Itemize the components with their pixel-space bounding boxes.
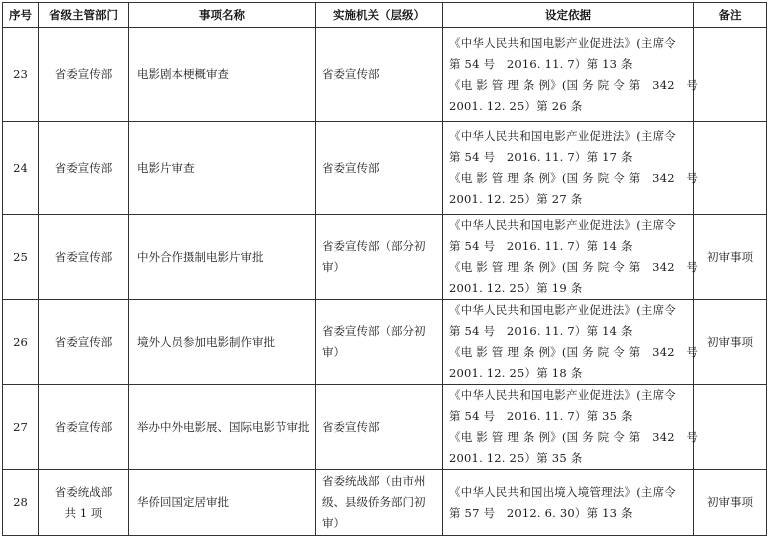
row-note: 初审事项 [694,300,767,385]
basis-line: 第 54 号 2016. 11. 7）第 14 条 [449,239,633,253]
row-org: 省委宣传部 [316,28,443,122]
row-no: 27 [3,385,39,470]
row-item: 中外合作摄制电影片审批 [129,215,316,300]
basis-line: 第 57 号 2012. 6. 30）第 13 条 [449,505,633,520]
table-row [3,215,767,300]
basis-line: 第 54 号 2016. 11. 7）第 35 条 [449,409,633,423]
row-dept: 省委宣传部 [39,122,129,215]
table-row [3,385,767,470]
row-org: 省委宣传部 [316,122,443,215]
row-basis [443,122,699,215]
row-basis [443,385,699,470]
basis-line: 《中华人民共和国电影产业促进法》(主席令 [449,35,676,50]
row-dept: 省委宣传部 [39,300,129,385]
row-item: 电影剧本梗概审查 [129,28,316,122]
row-dept: 省委宣传部 [39,28,129,122]
basis-line: 2001. 12. 25）第 27 条 [449,192,583,206]
row-dept: 省委宣传部 [39,385,129,470]
row-dept [39,470,129,536]
row-note [694,122,767,215]
row-item: 举办中外电影展、国际电影节审批 [129,385,316,470]
basis-line: 第 54 号 2016. 11. 7）第 14 条 [449,324,633,338]
basis-line: 《电 影 管 理 条 例》(国 务 院 令 第 342 号 [449,260,699,274]
basis-line: 《中华人民共和国出境入境管理法》(主席令 [449,484,676,499]
row-no: 24 [3,122,39,215]
row-org: 省委宣传部（部分初审） [316,300,443,385]
basis-line: 《电 影 管 理 条 例》(国 务 院 令 第 342 号 [449,171,699,185]
row-basis [443,215,699,300]
basis-line: 《电 影 管 理 条 例》(国 务 院 令 第 342 号 [449,345,699,359]
row-no: 25 [3,215,39,300]
table-header-row [3,3,767,28]
basis-line: 《电 影 管 理 条 例》(国 务 院 令 第 342 号 [449,430,699,444]
administrative-items-table [2,2,767,536]
basis-line: 《中华人民共和国电影产业促进法》(主席令 [449,218,676,232]
row-dept: 省委宣传部 [39,215,129,300]
row-note: 初审事项 [694,215,767,300]
basis-line: 《电 影 管 理 条 例》(国 务 院 令 第 342 号 [449,77,699,92]
table-row [3,300,767,385]
row-note [694,28,767,122]
table-row [3,470,767,536]
table-row [3,28,767,122]
basis-line: 《中华人民共和国电影产业促进法》(主席令 [449,303,676,317]
basis-line: 2001. 12. 25）第 18 条 [449,366,583,380]
row-org: 省委宣传部（部分初审） [316,215,443,300]
basis-line: 《中华人民共和国电影产业促进法》(主席令 [449,388,676,402]
row-org: 省委宣传部 [316,385,443,470]
basis-line: 第 54 号 2016. 11. 7）第 17 条 [449,150,633,164]
row-note [694,385,767,470]
row-basis [443,470,694,536]
row-item: 华侨回国定居审批 [129,470,316,536]
basis-line: 2001. 12. 25）第 35 条 [449,451,583,465]
row-basis [443,300,699,385]
header-no: 序号 [3,3,39,28]
table-row [3,122,767,215]
row-org: 省委统战部（由市州级、县级侨务部门初审） [316,470,443,536]
row-no: 28 [3,470,39,536]
row-note: 初审事项 [694,470,767,536]
dept-count: 共 1 项 [64,505,103,520]
header-note: 备注 [694,3,767,28]
basis-line: 第 54 号 2016. 11. 7）第 13 条 [449,56,633,71]
basis-line: 《中华人民共和国电影产业促进法》(主席令 [449,129,676,143]
header-dept: 省级主管部门 [39,3,129,28]
dept-line: 省委统战部 [54,484,113,499]
header-org: 实施机关（层级） [316,3,443,28]
basis-line: 2001. 12. 25）第 19 条 [449,281,583,295]
row-basis [443,28,699,122]
header-basis: 设定依据 [443,3,694,28]
row-item: 境外人员参加电影制作审批 [129,300,316,385]
row-item: 电影片审查 [129,122,316,215]
basis-line: 2001. 12. 25）第 26 条 [449,98,583,113]
row-no: 23 [3,28,39,122]
row-no: 26 [3,300,39,385]
header-item: 事项名称 [129,3,316,28]
